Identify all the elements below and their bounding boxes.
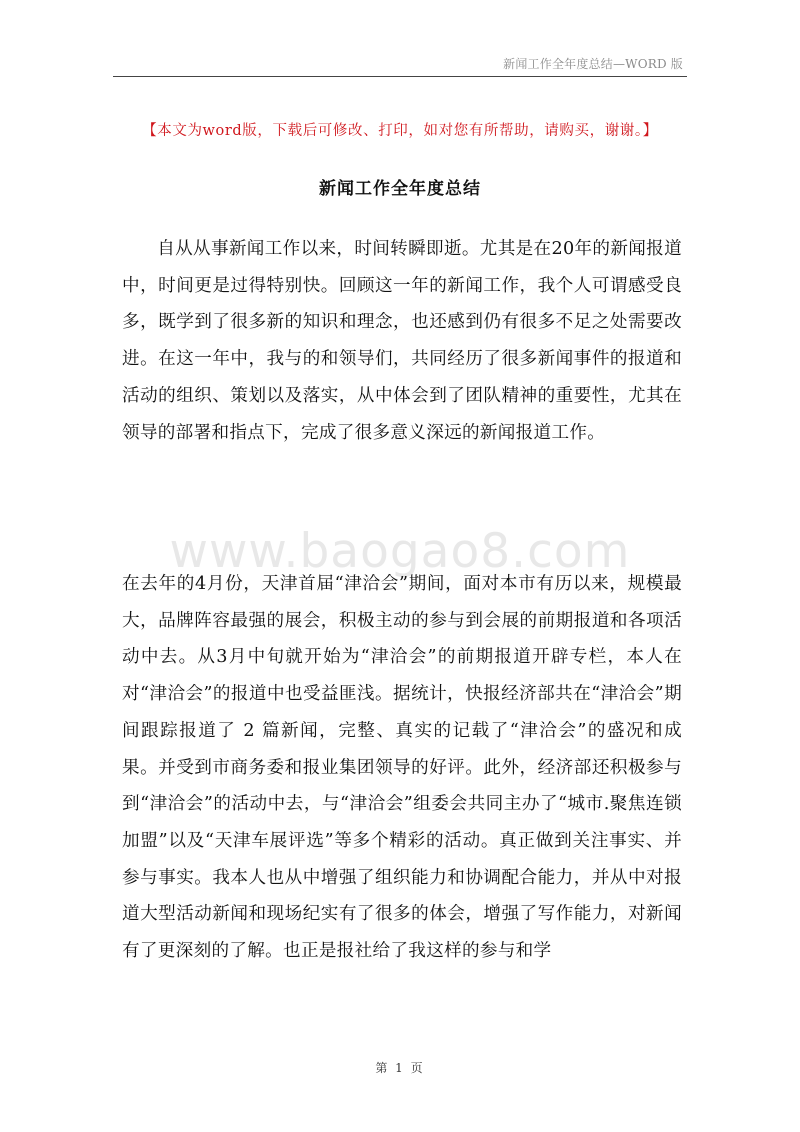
running-header-title: 新闻工作全年度总结—WORD 版 (503, 57, 683, 71)
document-title: 新闻工作全年度总结 (319, 179, 481, 199)
header-divider (113, 76, 687, 77)
page-number: 第 1 页 (375, 1061, 425, 1075)
body-paragraph-2: 在去年的4月份，天津首届“津洽会”期间，面对本市有历以来，规模最大，品牌阵容最强的展会，积极主动的参与到会展的前期报道和各项活动中去。从3月中旬就开始为“津洽会”的前期报道开辟专栏，本人在对“津洽会”的报道中也受益匪浅。据统计，快报经济部共在“津洽会”期间跟踪报道了 2 篇新闻，完整、真实的记载了“津洽会”的盛况和成果。并受到市商务委和报业集团领导的好评。此外，经济部还积极参与到“津洽会”的活动中去，与“津洽会”组委会共同主办了“城市.聚焦连锁加盟”以及“天津车展评选”等多个精彩的活动。真正做到关注事实、并参与事实。我本人也从中增强了组织能力和协调配合能力，并从中对报道大型活动新闻和现场纪实有了很多的体会，增强了写作能力，对新闻有了更深刻的了解。也正是报社给了我这样的参与和学 (122, 574, 682, 962)
body-paragraph-1: 自从从事新闻工作以来，时间转瞬即逝。尤其是在20年的新闻报道中，时间更是过得特别快。回顾这一年的新闻工作，我个人可谓感受良多，既学到了很多新的知识和理念，也还感到仍有很多不足之处需要改进。在这一年中，我与的和领导们，共同经历了很多新闻事件的报道和活动的组织、策划以及落实，从中体会到了团队精神的重要性，尤其在领导的部署和指点下，完成了很多意义深远的新闻报道工作。 (122, 239, 682, 443)
purchase-notice: 【本文为word版，下载后可修改、打印，如对您有所帮助，请购买，谢谢。】 (142, 123, 658, 139)
site-watermark: www.baogao8.com (169, 524, 631, 579)
